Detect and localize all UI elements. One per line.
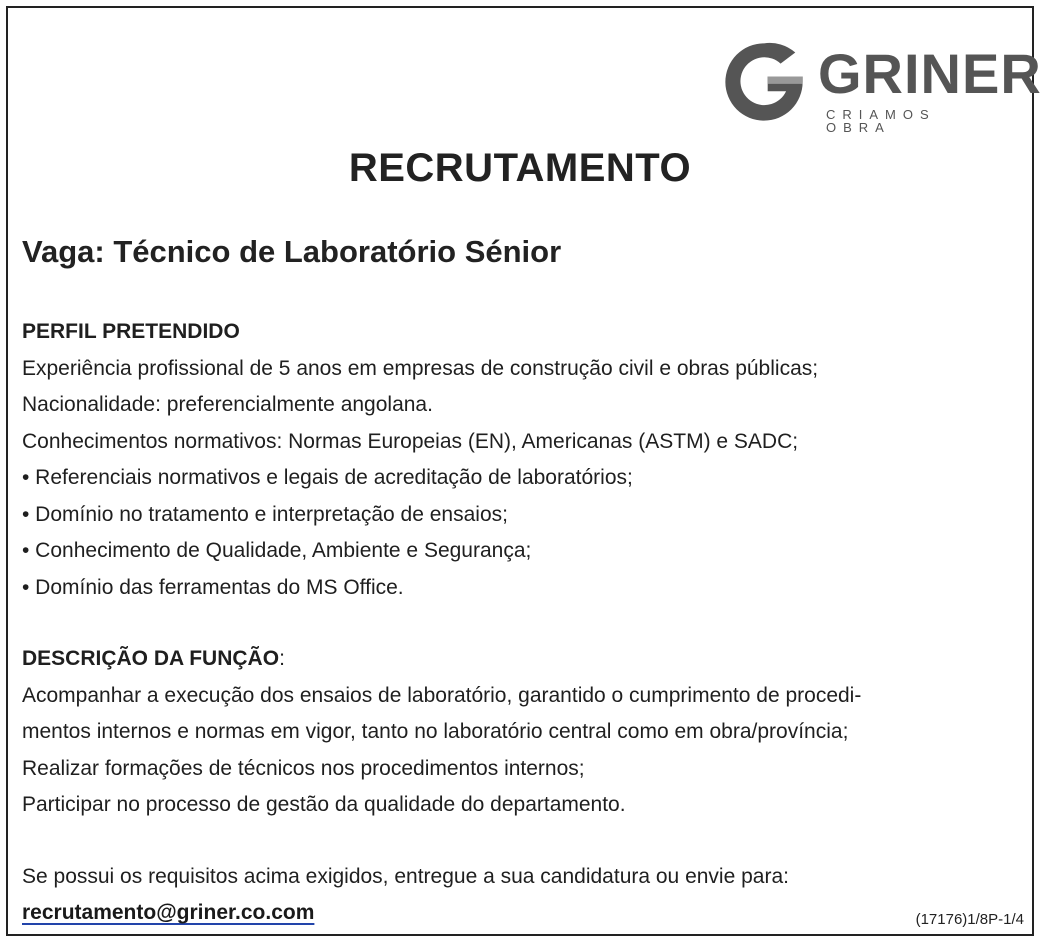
contact-email-link[interactable]: recrutamento@griner.co.com [22,901,315,924]
description-heading-colon: : [279,647,285,670]
description-line: Participar no processo de gestão da qualidade do departamento. [22,793,626,816]
profile-bullet: • Conhecimento de Qualidade, Ambiente e Segurança; [22,539,532,562]
profile-bullet: • Referenciais normativos e legais de acreditação de laboratórios; [22,466,633,489]
profile-line: Nacionalidade: preferencialmente angolana. [22,393,433,416]
brand-tagline: CRIAMOS OBRA [826,107,936,135]
profile-bullet: • Domínio das ferramentas do MS Office. [22,575,404,599]
page-title: RECRUTAMENTO [348,146,692,190]
griner-logo [718,36,1042,135]
job-title: Vaga: Técnico de Laboratório Sénior [22,234,562,269]
contact-email-line [22,895,1022,932]
section-spacer [22,606,1022,641]
profile-line: Conhecimentos normativos: Normas Europeias (EN), Americanas (ASTM) e SADC; [22,429,799,453]
description-heading: DESCRIÇÃO DA FUNÇÃO [22,647,280,670]
griner-g-logo-icon [718,36,810,128]
contact-text: Se possui os requisitos acima exigidos, entregue a sua candidatura ou envie para: [22,864,789,888]
brand-name: GRINER [818,42,1042,105]
reference-code: (17176)1/8P-1/4 [915,911,1024,928]
description-line: Acompanhar a execução dos ensaios de laboratório, garantido o cumprimento de procedi- [22,683,862,707]
advertisement-frame [6,6,1042,936]
profile-bullet: • Domínio no tratamento e interpretação de ensaios; [22,502,508,526]
description-heading-line [22,641,1022,678]
section-spacer [22,824,1022,859]
ad-body [22,314,1022,932]
description-line: mentos internos e normas em vigor, tanto no laboratório central como em obra/província; [22,720,849,743]
profile-line: Experiência profissional de 5 anos em empresas de construção civil e obras públicas; [22,356,819,380]
profile-heading: PERFIL PRETENDIDO [22,320,240,343]
description-line: Realizar formações de técnicos nos procedimentos internos; [22,756,585,780]
